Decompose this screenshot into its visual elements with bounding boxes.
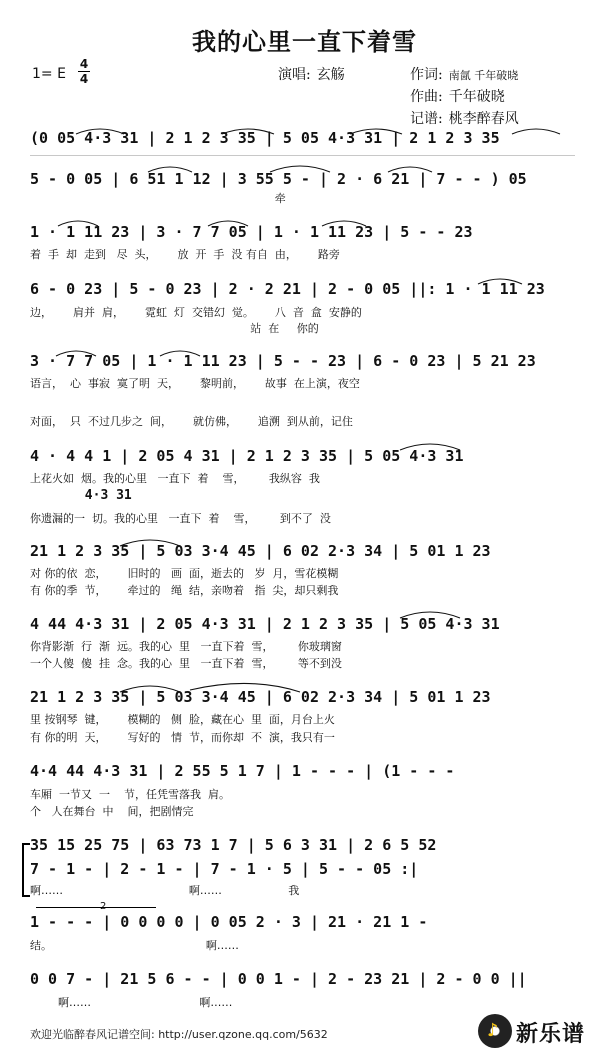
time-sig-bottom: 4: [79, 72, 89, 86]
notation-row: 4 · 4 4 1 | 2 05 4 31 | 2 1 2 3 35 | 5 05 4·3 31: [30, 447, 464, 465]
notation-row: 1 - - - | 0 0 0 0 | 0 05 2 · 3 | 21 · 21 1 -: [30, 913, 428, 931]
singer-credit: [278, 64, 345, 84]
lyricist-label: 作词:: [410, 67, 443, 83]
lyric-line: 个 人在舞台 中 间，把剧情完: [30, 805, 194, 818]
notation-row: 35 15 25 75 | 63 73 1 7 | 5 6 3 31 | 2 6 5 52: [30, 836, 437, 854]
lyricist-name: 南氤 千年破晓: [448, 69, 519, 82]
lyric-line: 啊…… 啊…… 我: [30, 884, 300, 897]
notation-row: 6 - 0 23 | 5 - 0 23 | 2 · 2 21 | 2 - 0 05 ||: 1 · 1 11 23: [30, 280, 545, 298]
lyric-line: 对 你的依 恋， 旧时的 画 面，逝去的 岁 月，雪花模糊: [30, 567, 339, 580]
lyric-line: 边， 肩并 肩， 霓虹 灯 交错幻 觉。 八 音 盒 安静的: [30, 306, 362, 319]
composer-name: 千年破晓: [448, 89, 505, 105]
notation-row: 21 1 2 3 35 | 5 03 3·4 45 | 6 02 2·3 34 | 5 01 1 23: [30, 542, 491, 560]
lyric-line: 站 在 你的: [30, 322, 319, 335]
row-divider: [30, 155, 575, 156]
lyricist-credit: [410, 64, 518, 84]
lyric-line: 语言， 心 事寂 寞了明 天， 黎明前， 故事 在上演，夜空: [30, 377, 360, 390]
time-sig-top: 4: [79, 57, 89, 71]
lyric-line: 上花火如 烟。我的心里 一直下 着 雪， 我纵容 我: [30, 472, 320, 485]
lyric-line: 着 手 却 走到 尽 头， 放 开 手 没 有自 由， 路旁: [30, 248, 340, 261]
lyric-line: 有 你的季 节， 牵过的 绳 结，亲吻着 指 尖，却只剩我: [30, 584, 339, 597]
singer-name: 玄觞: [316, 67, 345, 83]
notation-row: 4 44 4·3 31 | 2 05 4·3 31 | 2 1 2 3 35 | 5 05 4·3 31: [30, 615, 500, 633]
footer-text: 欢迎光临醉春风记谱空间: http://user.qzone.qq.com/5632: [30, 1028, 328, 1041]
lyric-line: 结。 啊……: [30, 939, 239, 952]
composer-credit: [410, 86, 505, 106]
music-disc-icon: ♪: [478, 1014, 512, 1048]
lyric-line: 里 按钢琴 键， 模糊的 侧 脸，藏在心 里 面，月台上火: [30, 713, 335, 726]
lyric-line: 你遗漏的一 切。我的心里 一直下 着 雪， 到不了 没: [30, 512, 331, 525]
song-title: 我的心里一直下着雪: [192, 27, 417, 56]
notation-row: 21 1 2 3 35 | 5 03 3·4 45 | 6 02 2·3 34 | 5 01 1 23: [30, 688, 491, 706]
key-signature: 1= E: [32, 66, 66, 82]
notation-row: 0 0 7 - | 21 5 6 - - | 0 0 1 - | 2 - 23 21 | 2 - 0 0 ||: [30, 970, 527, 988]
volta-number: 2: [100, 901, 107, 912]
transcriber-credit: [410, 108, 519, 128]
notation-row: 1 · 1 11 23 | 3 · 7 7 05 | 1 · 1 11 23 | 5 - - 23: [30, 223, 473, 241]
lyric-line: 一个人傻 傻 挂 念。我的心 里 一直下着 雪， 等不到没: [30, 657, 342, 670]
transcriber-name: 桃李醉春风: [448, 111, 519, 127]
lyric-line: 你背影渐 行 渐 远。我的心 里 一直下着 雪， 你玻璃窗: [30, 640, 342, 653]
time-signature: [78, 58, 90, 85]
notation-row: 3 · 7 7 05 | 1 · 1 11 23 | 5 - - 23 | 6 - 0 23 | 5 21 23: [30, 352, 536, 370]
staff-bracket: [22, 843, 30, 897]
logo-text: 新乐谱: [516, 1022, 586, 1047]
notation-row: 7 - 1 - | 2 - 1 - | 7 - 1 · 5 | 5 - - 05 :|: [30, 860, 419, 878]
lyric-line: 有 你的明 天， 写好的 情 节，而你却 不 演，我只有一: [30, 731, 335, 744]
notation-row: 5 - 0 05 | 6 51 1 12 | 3 55 5 - | 2 · 6 21 | 7 - - ) 05: [30, 170, 527, 188]
composer-label: 作曲:: [410, 89, 443, 105]
lyric-line: 牵: [30, 192, 286, 205]
lyric-line: 车厢 一节又 一 节，任凭雪落我 肩。: [30, 788, 230, 801]
volta-line: [36, 907, 156, 908]
lyric-line: 啊…… 啊……: [30, 996, 233, 1009]
singer-label: 演唱:: [278, 67, 311, 83]
alt-notation: 4·3 31: [30, 489, 132, 503]
notation-row: 4·4 44 4·3 31 | 2 55 5 1 7 | 1 - - - | (1 - - -: [30, 762, 455, 780]
transcriber-label: 记谱:: [410, 111, 443, 127]
notation-row: (0 05 4·3 31 | 2 1 2 3 35 | 5 05 4·3 31 | 2 1 2 3 35: [30, 129, 500, 147]
site-logo: [478, 1012, 604, 1050]
lyric-line: 对面， 只 不过几步之 间， 就仿佛， 追溯 到从前，记住: [30, 415, 353, 428]
